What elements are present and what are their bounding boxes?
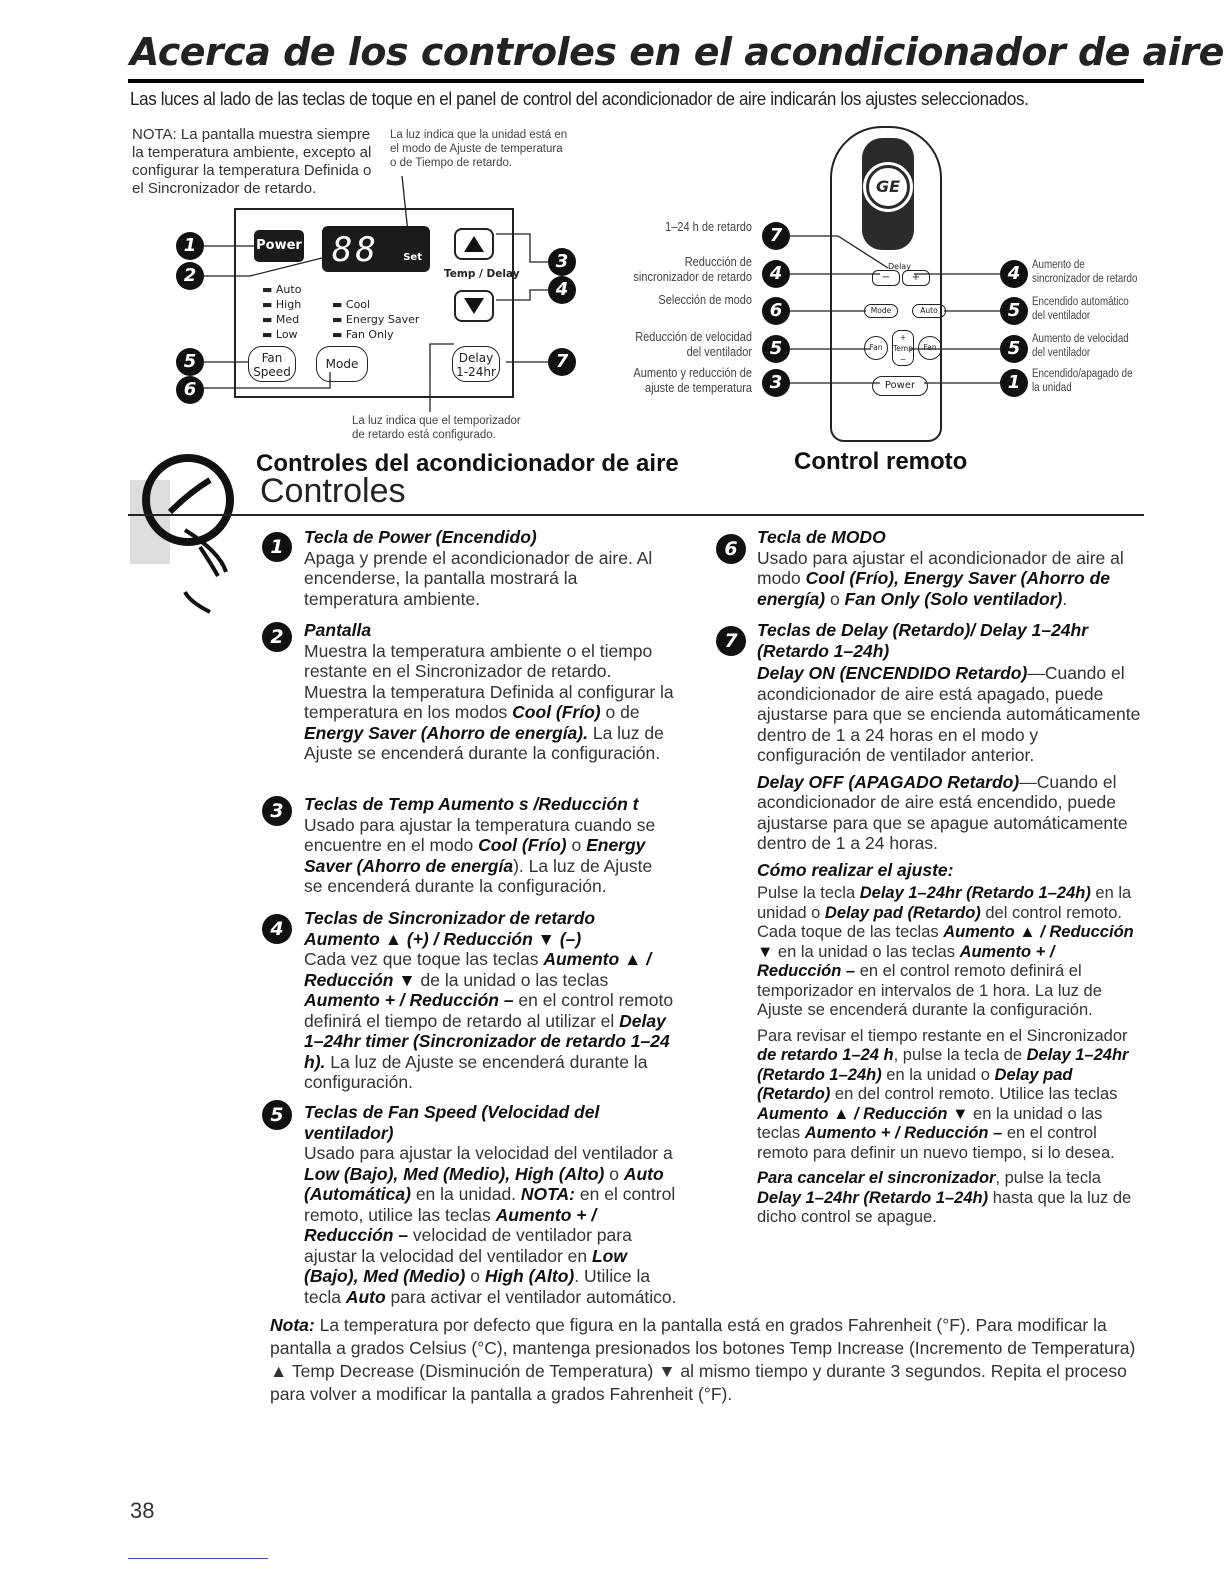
item-6-heading: Tecla de MODO	[757, 527, 886, 547]
remote-callout-1: 1	[1000, 369, 1028, 397]
remote-heading: Control remoto	[794, 448, 968, 475]
page-number: 38	[130, 1498, 155, 1523]
remote-callout-3: 3	[762, 369, 790, 397]
remote-delay-label: Delay	[888, 262, 911, 271]
remote-delay-plus[interactable]: +	[902, 270, 930, 286]
remote-temp-minus[interactable]: −	[899, 355, 907, 364]
item-6-badge: 6	[716, 534, 746, 564]
remote-delay-minus[interactable]: −	[872, 270, 900, 286]
remote-temp-label: Temp	[893, 344, 913, 353]
item-7-how-heading: Cómo realizar el ajuste:	[757, 859, 954, 880]
remote-label-fan-up: Aumento de velocidad del ventilador	[1032, 333, 1129, 359]
indicator-energy-saver: ▬ Energy Saver	[332, 313, 420, 326]
set-indicator: Set	[403, 252, 422, 263]
item-3-heading: Teclas de Temp Aumento s /Reducción t	[304, 794, 639, 814]
remote-callout-5-auto: 5	[1000, 297, 1028, 325]
panel-display	[322, 226, 430, 272]
item-7-delay-off: Delay OFF (APAGADO Retardo)—Cuando el acondicionador de aire está encendido, puede ajustarse para que se apague automáticamente dentro de 1 a 24 horas.	[757, 771, 1128, 853]
remote-fan-plus[interactable]: Fan	[918, 336, 942, 360]
item-5-body: Usado para ajustar la velocidad del ventilador a Low (Bajo), Med (Medio), High (Alto) o Auto (Automática) en la unidad. NOTA: en el control remoto, utilice las teclas Aumento + / Reducción – velocidad de ventilador para ajustar la velocidad del ventilador en Low (Bajo), Med (Medio) o High (Alto). Utilice la tecla Auto para activar el ventilador automático.	[304, 1143, 677, 1307]
note-text: La temperatura por defecto que figura en la pantalla está en grados Fahrenheit (°F). Para modificar la pantalla a grados Celsius (°C), mantenga presionados los botones Temp Increase (Incremento de Temperatura) ▲ Temp Decrease (Disminución de Temperatura) ▼ al mismo tiempo y durante 3 segundos. Repita el proceso para volver a modificar la pantalla a grados Fahrenheit (°F).	[270, 1315, 1136, 1404]
remote-label-delay-up: Aumento de sincronizador de retardo	[1032, 259, 1138, 285]
remote-callout-5-right: 5	[1000, 335, 1028, 363]
mode-button[interactable]: Mode	[316, 346, 368, 382]
item-4-body: Cada vez que toque las teclas Aumento ▲ / Reducción ▼ de la unidad o las teclas Aumento + / Reducción – en el control remoto definirá el tiempo de retardo al utilizar el Delay 1–24hr timer (Sincronizador de retardo 1–24 h). La luz de Ajuste se encenderá durante la configuración.	[304, 949, 674, 1092]
hand-touch-icon	[130, 452, 240, 564]
item-1-body: Apaga y prende el acondicionador de aire. Al encenderse, la pantalla mostrará la temperatura ambiente.	[304, 547, 653, 609]
item-6-body: Usado para ajustar el acondicionador de aire al modo Cool (Frío), Energy Saver (Ahorro de energía) o Fan Only (Solo ventilador).	[757, 547, 1124, 609]
remote-temp-buttons[interactable]	[892, 330, 914, 366]
item-7-heading: Teclas de Delay (Retardo)/ Delay 1–24hr (Retardo 1–24h)	[757, 620, 1089, 661]
item-5-badge: 5	[262, 1100, 292, 1130]
triangle-up-icon	[456, 230, 492, 258]
callout-5: 5	[176, 348, 204, 376]
delay-button[interactable]: Delay 1-24hr	[452, 346, 500, 382]
timer-light-label: La luz indica que el temporizador de retardo está configurado.	[352, 415, 521, 441]
big-controls-heading: Controles	[260, 472, 406, 510]
indicator-fan-only: ▬ Fan Only	[332, 328, 394, 341]
remote-label-mode: Selección de modo	[658, 293, 752, 307]
temp-delay-label: Temp / Delay	[444, 268, 520, 280]
fan-speed-indicators	[262, 282, 301, 342]
item-7	[757, 620, 1142, 1228]
indicator-low: ▬ Low	[262, 328, 298, 341]
callout-2: 2	[176, 262, 204, 290]
fan-speed-button[interactable]: Fan Speed	[248, 346, 296, 382]
callout-7: 7	[548, 348, 576, 376]
controls-heading: Controles del acondicionador de aire	[256, 450, 679, 477]
remote-label-delay: 1–24 h de retardo	[665, 220, 752, 234]
item-3	[304, 794, 674, 897]
item-4	[304, 908, 674, 1093]
item-1-badge: 1	[262, 532, 292, 562]
item-1	[304, 527, 674, 609]
mode-indicators	[332, 297, 419, 342]
remote-callout-5-left: 5	[762, 335, 790, 363]
note-label: Nota:	[270, 1315, 315, 1335]
callout-4: 4	[548, 276, 576, 304]
remote-callout-4-right: 4	[1000, 260, 1028, 288]
item-2-body: Muestra la temperatura ambiente o el tiempo restante en el Sincronizador de retardo. Muestra la temperatura Definida al configurar la temperatura en los modos Cool (Frío) o de Energy Saver (Ahorro de energía). La luz de Ajuste se encenderá durante la configuración.	[304, 640, 674, 763]
callout-1: 1	[176, 232, 204, 260]
item-7-how-body: Pulse la tecla Delay 1–24hr (Retardo 1–24h) en la unidad o Delay pad (Retardo) del control remoto. Cada toque de las teclas Aumento ▲ / Reducción ▼ en la unidad o las teclas Aumento + / Reducción – en el control remoto definirá el temporizador en intervalos de 1 hora. La luz de Ajuste se encenderá durante la configuración.	[757, 884, 1134, 1019]
remote-callout-4-left: 4	[762, 260, 790, 288]
temp-up-button[interactable]	[454, 228, 494, 260]
item-5	[304, 1102, 684, 1307]
remote-mode-button[interactable]: Mode	[864, 304, 898, 318]
item-6	[757, 527, 1137, 609]
remote-label-fan-down: Reducción de velocidad del ventilador	[635, 330, 752, 359]
ge-logo: GE	[866, 165, 910, 209]
display-digits: 88	[332, 230, 379, 270]
bottom-note	[270, 1314, 1150, 1406]
item-7-review-body: Para revisar el tiempo restante en el Sincronizador de retardo 1–24 h, pulse la tecla de Delay 1–24hr (Retardo 1–24h) en la unidad o Delay pad (Retardo) en del control remoto. Utilice las teclas Aumento ▲ / Reducción ▼ en la unidad o las teclas Aumento + / Reducción – en el control remoto para definir un nuevo tiempo, si lo desea.	[757, 1026, 1129, 1162]
page-title: Acerca de los controles en el acondicionador de aire	[130, 30, 1224, 74]
indicator-med: ▬ Med	[262, 313, 300, 326]
remote-power-button[interactable]: Power	[872, 376, 928, 396]
item-3-body: Usado para ajustar la temperatura cuando se encuentre en el modo Cool (Frío) o Energy Saver (Ahorro de energía). La luz de Ajuste se encenderá durante la configuración.	[304, 814, 656, 896]
indicator-auto: ▬ Auto	[262, 283, 302, 296]
item-1-heading: Tecla de Power (Encendido)	[304, 527, 537, 547]
display-note: NOTA: La pantalla muestra siempre la temperatura ambiente, excepto al configurar la temperatura Definida o el Sincronizador de retardo.	[132, 126, 372, 197]
item-2	[304, 620, 674, 764]
indicator-cool: ▬ Cool	[332, 298, 371, 311]
remote-label-delay-down: Reducción de sincronizador de retardo	[633, 255, 752, 284]
remote-fan-minus[interactable]: Fan	[864, 336, 888, 360]
set-light-label: La luz indica que la unidad está en el modo de Ajuste de temperatura o de Tiempo de retardo.	[390, 129, 568, 169]
item-7-delay-on: Delay ON (ENCENDIDO Retardo)—Cuando el acondicionador de aire está apagado, puede ajustarse para que se encienda automáticamente dentro de 1 a 24 horas en el modo y configuración de ventilador anterior.	[757, 663, 1141, 765]
remote-label-power: Encendido/apagado de la unidad	[1032, 368, 1133, 394]
item-7-cancel-body: Para cancelar el sincronizador, pulse la tecla Delay 1–24hr (Retardo 1–24h) hasta que la luz de dicho control se apague.	[757, 1169, 1132, 1226]
temp-down-button[interactable]	[454, 290, 494, 322]
page-subtitle: Las luces al lado de las teclas de toque en el panel de control del acondicionador de aire indicarán los ajustes seleccionados.	[130, 88, 1029, 109]
remote-auto-button[interactable]: Auto	[912, 304, 946, 318]
item-3-badge: 3	[262, 796, 292, 826]
item-4-badge: 4	[262, 914, 292, 944]
remote-callout-7: 7	[762, 222, 790, 250]
remote-label-temp: Aumento y reducción de ajuste de temperatura	[633, 366, 752, 395]
section-rule	[128, 514, 1144, 516]
page-rule	[128, 1558, 268, 1559]
remote-temp-plus[interactable]: +	[899, 333, 907, 342]
item-4-heading: Teclas de Sincronizador de retardo Aumento ▲ (+) / Reducción ▼ (–)	[304, 908, 596, 949]
panel-power-button[interactable]: Power	[254, 230, 304, 262]
triangle-down-icon	[456, 292, 492, 320]
item-7-badge: 7	[716, 626, 746, 656]
callout-3: 3	[548, 248, 576, 276]
remote-label-fan-auto: Encendido automático del ventilador	[1032, 296, 1129, 322]
item-2-heading: Pantalla	[304, 620, 372, 640]
item-5-heading: Teclas de Fan Speed (Velocidad del ventilador)	[304, 1102, 600, 1143]
indicator-high: ▬ High	[262, 298, 302, 311]
callout-6: 6	[176, 376, 204, 404]
item-2-badge: 2	[262, 622, 292, 652]
remote-callout-6: 6	[762, 297, 790, 325]
